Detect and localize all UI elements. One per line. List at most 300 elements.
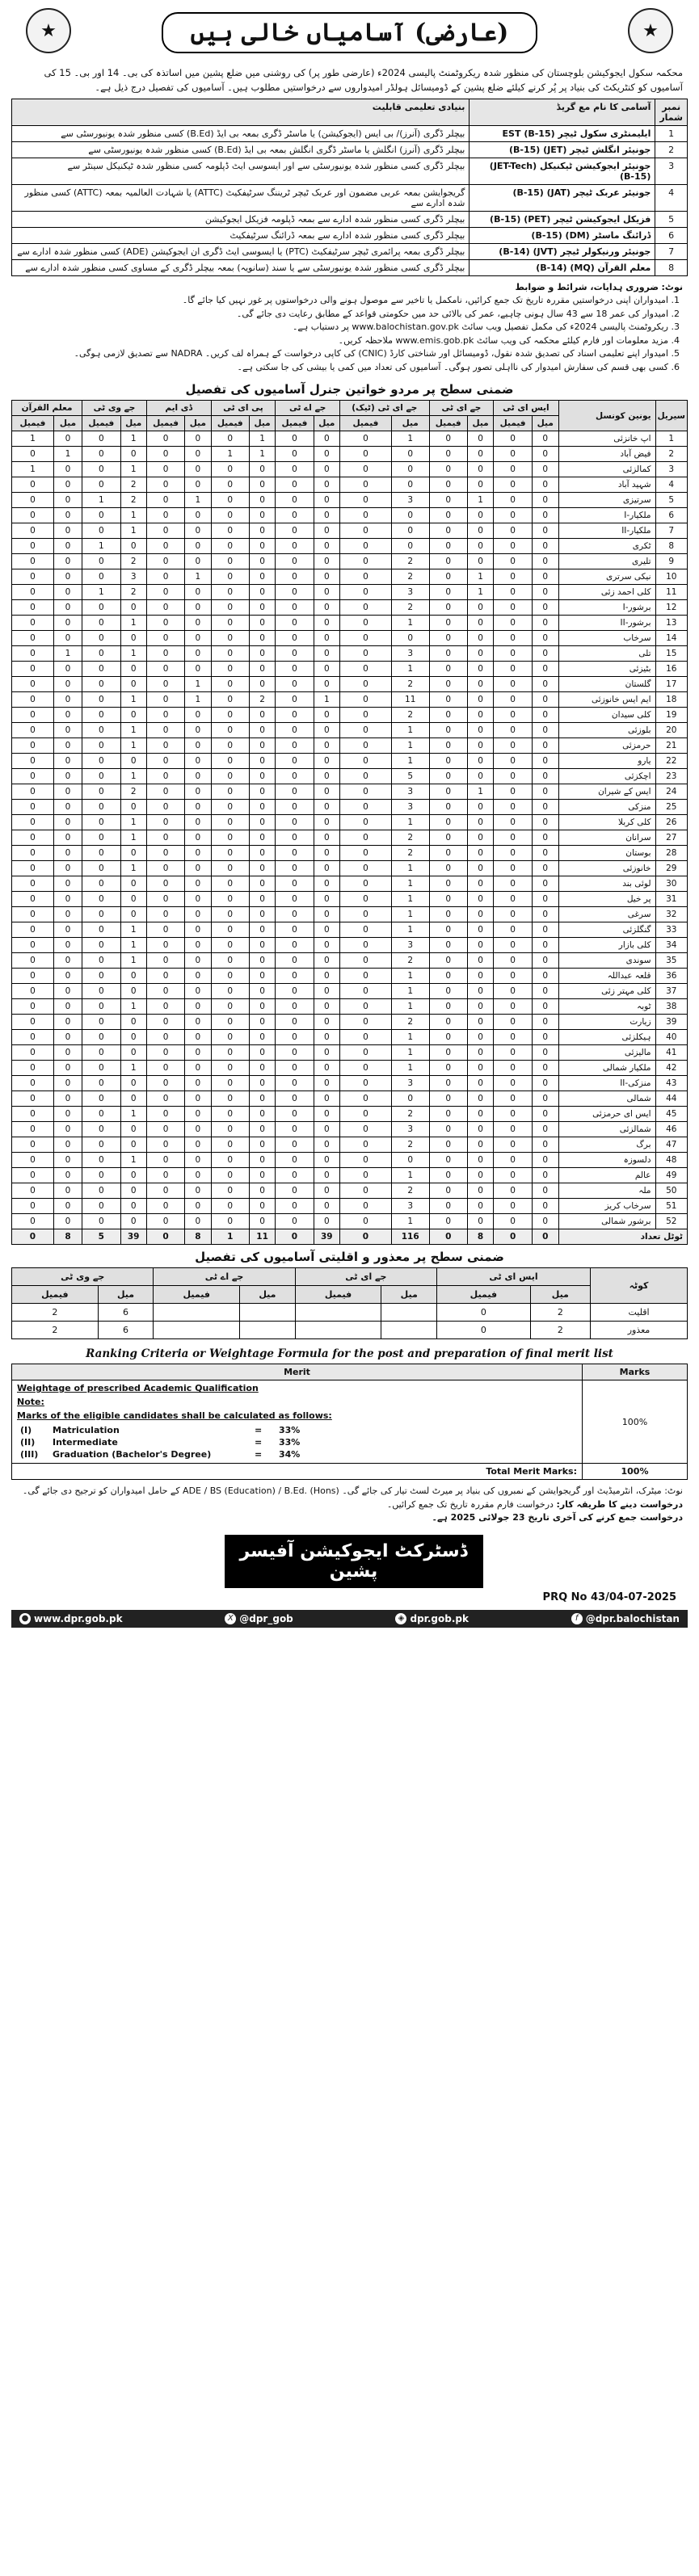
dist-cell: 0 [494, 677, 533, 692]
dist-total-cell: 116 [391, 1229, 429, 1245]
dist-cell: 0 [185, 462, 211, 477]
dist-cell: 1 [391, 1061, 429, 1076]
dist-cell: 0 [429, 800, 467, 815]
dist-cell: 0 [12, 861, 54, 876]
dist-cell: 0 [494, 1061, 533, 1076]
dist-serial: 1 [655, 431, 687, 447]
dist-cell: 0 [120, 708, 146, 723]
dist-row [12, 953, 688, 969]
dist-cell: 0 [429, 984, 467, 999]
dist-cell: 0 [211, 1015, 249, 1030]
dist-cell: 0 [185, 1030, 211, 1045]
dist-cell: 0 [211, 1122, 249, 1137]
dist-row [12, 1214, 688, 1229]
dist-cell: 0 [532, 1122, 558, 1137]
dist-cell: 0 [211, 677, 249, 692]
dist-cell: 0 [120, 1045, 146, 1061]
dist-cell: 0 [12, 754, 54, 769]
dist-row [12, 493, 688, 508]
dist-total-cell: 39 [314, 1229, 339, 1245]
post-row [12, 243, 688, 259]
dist-cell: 0 [429, 1107, 467, 1122]
dist-cell: 0 [494, 1183, 533, 1199]
dist-cell: 0 [185, 1015, 211, 1030]
dist-cell: 0 [339, 846, 391, 861]
twitter-icon: X [225, 1613, 236, 1624]
dist-union-council: بلوزئی [558, 723, 655, 738]
dist-cell: 0 [494, 953, 533, 969]
dist-cell: 3 [391, 784, 429, 800]
dist-cell: 0 [249, 1045, 275, 1061]
dist-cell: 0 [314, 662, 339, 677]
dist-cell: 2 [391, 1183, 429, 1199]
dist-cell: 0 [276, 938, 314, 953]
dist-cell: 0 [185, 846, 211, 861]
dist-cell: 0 [82, 554, 120, 569]
dist-cell: 0 [146, 493, 184, 508]
dist-cell: 11 [391, 692, 429, 708]
ranking-item-no: (III) [20, 1449, 39, 1460]
dist-cell: 1 [467, 493, 493, 508]
post-name: معلم القرآن (MQ) (B-14) [470, 259, 655, 275]
dist-cell: 0 [467, 1122, 493, 1137]
dist-cell: 0 [185, 1168, 211, 1183]
dist-serial: 28 [655, 846, 687, 861]
dist-cell: 0 [429, 876, 467, 892]
dist-cell: 0 [120, 800, 146, 815]
dist-cell: 0 [249, 1137, 275, 1153]
dist-cell: 0 [249, 1168, 275, 1183]
dist-serial: 23 [655, 769, 687, 784]
dist-cell: 0 [339, 754, 391, 769]
dist-cell: 0 [53, 585, 82, 600]
dist-cell: 0 [467, 1199, 493, 1214]
dist-cell: 0 [429, 1214, 467, 1229]
dist-cell: 0 [12, 876, 54, 892]
dist-sub-header: فیمیل [494, 416, 533, 431]
dist-cell: 0 [532, 631, 558, 646]
dist-cell: 1 [185, 569, 211, 585]
dist-cell: 0 [339, 569, 391, 585]
dist-cell: 1 [391, 861, 429, 876]
dist-cell: 0 [429, 692, 467, 708]
dist-cell: 0 [494, 646, 533, 662]
dist-cell: 0 [12, 646, 54, 662]
dist-row [12, 600, 688, 616]
dist-cell: 0 [494, 1137, 533, 1153]
dist-cell: 0 [429, 447, 467, 462]
globe-icon: ● [19, 1613, 31, 1624]
dist-cell: 0 [211, 1153, 249, 1168]
dist-cell: 0 [532, 754, 558, 769]
dist-cell: 0 [53, 754, 82, 769]
dist-cell: 0 [211, 493, 249, 508]
dist-cell: 0 [532, 723, 558, 738]
dist-serial: 20 [655, 723, 687, 738]
post-row [12, 141, 688, 158]
dist-serial: 38 [655, 999, 687, 1015]
facebook-link[interactable]: f @dpr.balochistan [571, 1613, 680, 1624]
dist-cell: 0 [314, 462, 339, 477]
dist-cell: 0 [532, 1015, 558, 1030]
dist-row [12, 585, 688, 600]
dist-cell: 0 [532, 1183, 558, 1199]
dist-sub-header: میل [391, 416, 429, 431]
dist-cell: 0 [211, 846, 249, 861]
dist-cell: 2 [120, 585, 146, 600]
dist-cell: 0 [53, 1183, 82, 1199]
post-qualification: بیچلر ڈگری بمعہ پرائمری ٹیچر سرٹیفکیٹ (PTC) یا ایسوسی ایٹ ڈگری ان ایجوکیشن (ADE) کسی منظور شدہ ادارے سے [12, 243, 470, 259]
site-link[interactable]: ● www.dpr.gob.pk [19, 1613, 123, 1624]
web-link[interactable]: ◈ dpr.gob.pk [395, 1613, 469, 1624]
dist-cell: 0 [82, 1015, 120, 1030]
dist-cell: 0 [211, 600, 249, 616]
dist-cell: 1 [391, 1030, 429, 1045]
dist-union-council: مالیزئی [558, 1045, 655, 1061]
dist-sub-header: فیمیل [339, 416, 391, 431]
dist-cell: 0 [82, 523, 120, 539]
dist-serial: 13 [655, 616, 687, 631]
dist-total-label: ٹوٹل تعداد [558, 1229, 687, 1245]
dist-cell: 0 [339, 646, 391, 662]
dist-cell: 0 [146, 876, 184, 892]
dist-row [12, 569, 688, 585]
dist-total-cell: 0 [532, 1229, 558, 1245]
dist-cell: 0 [532, 1168, 558, 1183]
dist-cell: 0 [211, 738, 249, 754]
dist-cell: 0 [314, 1091, 339, 1107]
quota-header-row [12, 1268, 688, 1286]
dist-cell: 0 [82, 800, 120, 815]
dist-cell: 0 [82, 1076, 120, 1091]
quota-header: جے ای ٹی [295, 1268, 436, 1286]
dist-cell: 0 [276, 447, 314, 462]
dist-cell: 0 [185, 969, 211, 984]
dist-cell: 1 [391, 969, 429, 984]
dist-cell: 0 [249, 984, 275, 999]
dist-serial: 17 [655, 677, 687, 692]
dist-cell: 0 [82, 708, 120, 723]
dist-cell: 0 [429, 569, 467, 585]
dist-union-council: ملکیار شمالی [558, 1061, 655, 1076]
dist-cell: 0 [532, 892, 558, 907]
dist-cell: 1 [391, 616, 429, 631]
dist-cell: 0 [211, 1091, 249, 1107]
dist-cell: 2 [120, 493, 146, 508]
dist-cell: 0 [494, 999, 533, 1015]
dist-row [12, 447, 688, 462]
post-row [12, 211, 688, 227]
dist-cell: 0 [12, 999, 54, 1015]
dist-cell: 0 [12, 1107, 54, 1122]
dist-cell: 0 [249, 861, 275, 876]
footer-notes [11, 1480, 688, 1530]
dist-cell: 0 [53, 846, 82, 861]
post-qualification: بیچلر ڈگری کسی منظور شدہ ادارے سے بمعہ ڈرائنگ سرٹیفکیٹ [12, 227, 470, 243]
dist-cell: 0 [12, 800, 54, 815]
posts-header-row [12, 99, 688, 125]
dist-cell: 0 [185, 1137, 211, 1153]
post-qualification: بیچلر ڈگری کسی منظور شدہ یونیورسٹی سے یا سند (سانویہ) بمعہ بیچلر ڈگری کے مساوی کسی منظور شدہ ادارے سے [12, 259, 470, 275]
dist-cell: 0 [120, 1091, 146, 1107]
dist-cell: 0 [146, 1030, 184, 1045]
dist-cell: 0 [82, 662, 120, 677]
dist-cell: 0 [276, 1107, 314, 1122]
dist-union-council: گلستان [558, 677, 655, 692]
weightage-label: Weightage of prescribed Academic Qualification [17, 1383, 259, 1394]
post-number: 8 [655, 259, 688, 275]
quota-cell: 6 [98, 1304, 154, 1322]
dist-cell: 1 [391, 662, 429, 677]
dist-cell: 0 [249, 892, 275, 907]
dist-cell: 0 [494, 447, 533, 462]
ranking-item-no: (I) [20, 1425, 32, 1436]
dist-cell: 0 [314, 953, 339, 969]
quota-header: جے اے ٹی [154, 1268, 295, 1286]
dist-total-cell: 11 [249, 1229, 275, 1245]
post-number: 6 [655, 227, 688, 243]
dist-cell: 0 [82, 1153, 120, 1168]
dist-cell: 0 [532, 1214, 558, 1229]
dist-cell: 0 [185, 554, 211, 569]
dist-cell: 0 [339, 539, 391, 554]
dist-cell: 0 [339, 585, 391, 600]
dist-row [12, 876, 688, 892]
dist-cell: 0 [429, 508, 467, 523]
dist-sub-header: فیمیل [429, 416, 467, 431]
dist-total-cell: 0 [276, 1229, 314, 1245]
dist-cell: 0 [146, 447, 184, 462]
dist-cell: 0 [314, 477, 339, 493]
dist-serial: 16 [655, 662, 687, 677]
dist-cell: 0 [146, 938, 184, 953]
dist-union-council: کلی بازار [558, 938, 655, 953]
dist-cell: 0 [185, 892, 211, 907]
dist-row [12, 830, 688, 846]
dist-cell: 0 [82, 569, 120, 585]
dist-cell: 0 [429, 1153, 467, 1168]
dist-row [12, 631, 688, 646]
dist-cell: 0 [211, 1076, 249, 1091]
dist-cell: 0 [532, 784, 558, 800]
dist-cell: 0 [494, 554, 533, 569]
dist-cell: 0 [185, 953, 211, 969]
dist-serial: 24 [655, 784, 687, 800]
dist-cell: 0 [146, 969, 184, 984]
dist-union-council: برشور-II [558, 616, 655, 631]
dist-cell: 0 [276, 1122, 314, 1137]
dist-row [12, 846, 688, 861]
dist-cell: 0 [146, 1214, 184, 1229]
dist-union-council: سوندی [558, 953, 655, 969]
dist-cell: 1 [391, 984, 429, 999]
dist-cell: 1 [82, 585, 120, 600]
dist-cell: 0 [532, 447, 558, 462]
dist-cell: 0 [185, 523, 211, 539]
dist-cell: 0 [314, 1168, 339, 1183]
dist-cell: 0 [82, 1091, 120, 1107]
dist-cell: 0 [314, 754, 339, 769]
dist-cell: 0 [391, 631, 429, 646]
dist-cell: 0 [185, 1061, 211, 1076]
dist-cell: 0 [120, 984, 146, 999]
dist-cell: 0 [12, 708, 54, 723]
dist-row [12, 1107, 688, 1122]
post-number: 1 [655, 125, 688, 141]
dist-cell: 1 [12, 431, 54, 447]
dist-cell: 0 [249, 922, 275, 938]
dist-cell: 0 [314, 922, 339, 938]
dist-cell: 0 [53, 1015, 82, 1030]
dist-cell: 0 [429, 1076, 467, 1091]
dist-row [12, 616, 688, 631]
dist-cell: 0 [211, 585, 249, 600]
dist-cell: 0 [185, 616, 211, 631]
dist-row [12, 1015, 688, 1030]
dist-cell: 0 [53, 662, 82, 677]
dist-cell: 3 [391, 493, 429, 508]
dist-cell: 0 [494, 1107, 533, 1122]
dist-cell: 0 [391, 539, 429, 554]
dist-total-cell: 8 [53, 1229, 82, 1245]
dist-row [12, 1183, 688, 1199]
dist-cell: 0 [12, 907, 54, 922]
dist-cell: 0 [467, 1153, 493, 1168]
dist-cell: 0 [467, 447, 493, 462]
dist-cell: 0 [82, 477, 120, 493]
dist-cell: 0 [53, 1030, 82, 1045]
dist-cell: 0 [276, 462, 314, 477]
quota-cell [295, 1322, 381, 1339]
dist-cell: 0 [276, 907, 314, 922]
dist-union-council: خانوزئی [558, 861, 655, 876]
twitter-link[interactable]: X @dpr_gob [225, 1613, 293, 1624]
dist-serial: 6 [655, 508, 687, 523]
dist-cell: 0 [494, 861, 533, 876]
dist-cell: 1 [53, 646, 82, 662]
dist-cell: 0 [339, 477, 391, 493]
dist-cell: 2 [391, 1107, 429, 1122]
dist-cell: 0 [185, 708, 211, 723]
dist-cell: 0 [53, 1153, 82, 1168]
dist-cell: 0 [146, 907, 184, 922]
dist-row [12, 984, 688, 999]
dist-cell: 2 [249, 692, 275, 708]
dist-cell: 0 [532, 692, 558, 708]
dist-union-council: لوئی بند [558, 876, 655, 892]
dist-cell: 0 [494, 723, 533, 738]
dist-cell: 0 [185, 1076, 211, 1091]
dist-row [12, 554, 688, 569]
dist-cell: 0 [339, 1045, 391, 1061]
dist-row [12, 1153, 688, 1168]
dist-cell: 0 [82, 600, 120, 616]
dist-cell: 0 [211, 1137, 249, 1153]
dist-cell: 0 [429, 1183, 467, 1199]
dist-cell: 0 [211, 616, 249, 631]
ranking-title: Ranking Criteria or Weightage Formula for the post and preparation of final merit list [86, 1347, 613, 1361]
dist-group-header: ڈی ایم [146, 401, 211, 416]
dist-cell: 3 [391, 938, 429, 953]
post-name: جونیئر عربک ٹیچر (JAT) (B-15) [470, 184, 655, 211]
dist-cell: 0 [339, 953, 391, 969]
dist-cell: 0 [339, 1153, 391, 1168]
dist-cell: 0 [120, 969, 146, 984]
dist-cell: 0 [249, 539, 275, 554]
dist-cell: 1 [120, 999, 146, 1015]
quota-header: ایس ای ٹی [437, 1268, 591, 1286]
dist-group-header-row [12, 401, 688, 416]
dist-cell: 0 [314, 616, 339, 631]
dist-cell: 0 [314, 523, 339, 539]
post-name: فزیکل ایجوکیشن ٹیچر (PET) (B-15) [470, 211, 655, 227]
dist-cell: 0 [211, 477, 249, 493]
dist-cell: 0 [429, 585, 467, 600]
dist-cell: 0 [12, 769, 54, 784]
dist-cell: 0 [467, 631, 493, 646]
dist-cell: 0 [146, 846, 184, 861]
dist-cell: 0 [146, 922, 184, 938]
dist-union-council: ایس کے شیران [558, 784, 655, 800]
dist-cell: 0 [276, 984, 314, 999]
dist-cell: 0 [249, 493, 275, 508]
facebook-icon: f [571, 1613, 583, 1624]
dist-cell: 0 [276, 585, 314, 600]
dist-cell: 0 [339, 1015, 391, 1030]
dist-serial: 3 [655, 462, 687, 477]
dist-cell: 0 [429, 969, 467, 984]
dist-cell: 2 [391, 1137, 429, 1153]
dist-cell: 0 [276, 1045, 314, 1061]
dist-cell: 0 [53, 969, 82, 984]
quota-sub-header: میل [98, 1286, 154, 1304]
post-row [12, 227, 688, 243]
weightage-marks: 100% [583, 1380, 688, 1464]
dist-row [12, 861, 688, 876]
dist-cell: 0 [12, 1045, 54, 1061]
dist-cell: 0 [391, 508, 429, 523]
dist-serial: 5 [655, 493, 687, 508]
dist-cell: 0 [494, 800, 533, 815]
dist-cell: 0 [467, 738, 493, 754]
dist-cell: 0 [146, 708, 184, 723]
dist-group-header: پی ای ٹی [211, 401, 276, 416]
dist-union-council: یارو [558, 754, 655, 769]
post-qualification: بیچلر ڈگری کسی منظور شدہ ادارے سے بمعہ ڈپلومہ فزیکل ایجوکیشن [12, 211, 470, 227]
dist-cell: 1 [120, 861, 146, 876]
dist-cell: 0 [249, 1122, 275, 1137]
dist-cell: 0 [146, 677, 184, 692]
dist-union-council: ملکیار-I [558, 508, 655, 523]
dist-cell: 0 [429, 1030, 467, 1045]
col-header: بنیادی تعلیمی قابلیت [12, 99, 470, 125]
dist-cell: 0 [494, 1030, 533, 1045]
dist-group-header: جے وی ٹی [82, 401, 147, 416]
dist-sub-header: فیمیل [12, 416, 54, 431]
dist-cell: 0 [494, 1199, 533, 1214]
dist-cell: 0 [12, 1091, 54, 1107]
dist-cell: 0 [211, 999, 249, 1015]
dist-cell: 0 [211, 969, 249, 984]
dist-cell: 0 [494, 508, 533, 523]
quota-table [11, 1267, 688, 1339]
dist-cell: 0 [146, 738, 184, 754]
dist-cell: 0 [249, 616, 275, 631]
dist-cell: 0 [146, 539, 184, 554]
dist-total-cell: 0 [339, 1229, 391, 1245]
dist-row [12, 1199, 688, 1214]
dist-union-council: گنگلزئی [558, 922, 655, 938]
